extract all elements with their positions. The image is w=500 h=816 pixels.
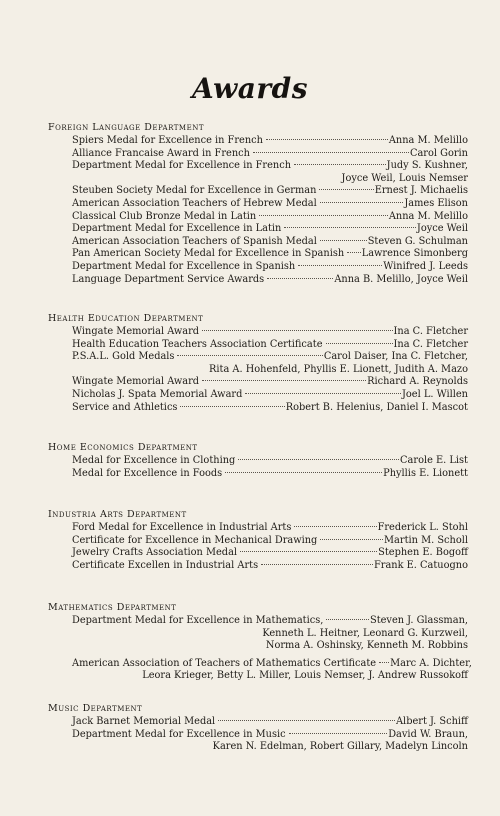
award-row bbox=[48, 455, 468, 468]
award-recipient-continuation: Norma A. Oshinsky, Kenneth M. Robbins bbox=[265, 640, 468, 652]
award-recipient: Carole E. List bbox=[400, 455, 468, 466]
award-name: Certificate for Excellence in Mechanical Drawing bbox=[72, 534, 318, 546]
award-name: Classical Club Bronze Medal in Latin bbox=[72, 210, 257, 222]
section-music bbox=[48, 702, 468, 754]
award-recipient: Joel L. Willen bbox=[401, 388, 468, 400]
award-name: Pan American Society Medal for Excellence in Spanish bbox=[72, 248, 345, 260]
award-name: Certificate Excellen in Industrial Arts bbox=[72, 559, 259, 571]
award-recipient: Anna M. Melillo bbox=[388, 210, 468, 222]
leader-dots bbox=[319, 189, 373, 190]
section-health-education bbox=[48, 312, 468, 414]
award-recipient: Ina C. Fletcher bbox=[393, 326, 468, 337]
section-home-economics bbox=[48, 441, 468, 480]
leader-dots bbox=[202, 380, 366, 381]
award-recipient: Ina C. Fletcher bbox=[393, 338, 468, 350]
leader-dots bbox=[379, 662, 389, 663]
award-name: Service and Athletics bbox=[72, 401, 178, 413]
award-row bbox=[48, 402, 468, 415]
leader-dots bbox=[240, 551, 377, 552]
leader-dots bbox=[245, 393, 401, 394]
leader-dots bbox=[326, 619, 369, 620]
award-row bbox=[48, 211, 468, 224]
award-row bbox=[48, 729, 468, 742]
award-recipient: Richard A. Reynolds bbox=[367, 376, 468, 388]
award-row bbox=[48, 615, 468, 628]
award-row bbox=[48, 376, 468, 389]
award-name: Wingate Memorial Award bbox=[72, 376, 200, 388]
award-row bbox=[48, 248, 468, 261]
page-title: Awards bbox=[192, 72, 308, 105]
award-name: Jewelry Crafts Association Medal bbox=[72, 547, 238, 559]
leader-dots bbox=[294, 164, 386, 165]
award-recipient: Carol Daiser, Ina C. Fletcher, bbox=[323, 351, 468, 363]
award-recipient: Ernest J. Michaelis bbox=[374, 185, 468, 197]
award-name: Department Medal for Excellence in Mathematics, bbox=[72, 615, 324, 626]
award-row bbox=[48, 351, 468, 364]
leader-dots bbox=[253, 152, 409, 153]
award-name: Spiers Medal for Excellence in French bbox=[72, 135, 263, 146]
award-recipient: Steven G. Schulman bbox=[367, 235, 468, 247]
award-name: Department Medal for Excellence in Latin bbox=[72, 223, 282, 235]
leader-dots bbox=[294, 526, 376, 527]
leader-dots bbox=[202, 330, 393, 331]
award-row bbox=[48, 339, 468, 352]
award-name: Ford Medal for Excellence in Industrial Arts bbox=[72, 522, 292, 533]
leader-dots bbox=[238, 459, 399, 460]
section-heading: Mathematics Department bbox=[48, 602, 177, 613]
award-recipient: Albert J. Schiff bbox=[395, 716, 468, 727]
leader-dots bbox=[177, 355, 322, 356]
award-row bbox=[48, 468, 468, 481]
section-heading: Home Economics Department bbox=[48, 442, 198, 453]
award-row bbox=[48, 657, 472, 671]
award-row bbox=[48, 236, 468, 249]
award-recipient: Frederick L. Stohl bbox=[377, 522, 468, 533]
award-recipient: Frank E. Catuogno bbox=[373, 559, 468, 571]
award-recipient: David W. Braun, bbox=[388, 728, 468, 740]
award-name: Jack Barnet Memorial Medal bbox=[72, 716, 216, 727]
award-name: Medal for Excellence in Foods bbox=[72, 467, 223, 479]
leader-dots bbox=[218, 720, 395, 721]
leader-dots bbox=[326, 343, 393, 344]
award-row bbox=[48, 522, 468, 535]
award-name: Health Education Teachers Association Certificate bbox=[72, 338, 323, 350]
award-recipient-continuation: Kenneth L. Heitner, Leonard G. Kurzweil, bbox=[262, 627, 468, 639]
award-recipient: Joyce Weil bbox=[416, 223, 468, 235]
section-heading: Music Department bbox=[48, 703, 143, 714]
award-recipient: Judy S. Kushner, bbox=[386, 160, 468, 172]
award-name: Department Medal for Excellence in Spanish bbox=[72, 260, 296, 272]
award-name: Nicholas J. Spata Memorial Award bbox=[72, 388, 243, 400]
award-recipient-continuation: Karen N. Edelman, Robert Gillary, Madelyn Lincoln bbox=[212, 741, 468, 753]
award-row bbox=[48, 389, 468, 402]
award-row bbox=[48, 274, 468, 287]
award-row bbox=[48, 148, 468, 161]
award-recipient: Anna B. Melillo, Joyce Weil bbox=[334, 273, 468, 285]
leader-dots bbox=[347, 252, 361, 253]
award-name: American Association Teachers of Hebrew Medal bbox=[72, 197, 317, 209]
award-recipient: Robert B. Helenius, Daniel I. Mascot bbox=[285, 401, 468, 413]
award-row bbox=[48, 135, 468, 148]
section-mathematics bbox=[48, 601, 472, 683]
award-name: Language Department Service Awards bbox=[72, 273, 265, 285]
award-name: P.S.A.L. Gold Medals bbox=[72, 351, 175, 363]
award-recipient-continuation: Leora Krieger, Betty L. Miller, Louis Nemser, J. Andrew Russokoff bbox=[142, 670, 468, 682]
award-row bbox=[48, 326, 468, 339]
award-row bbox=[48, 223, 468, 236]
award-recipient: Phyllis E. Lionett bbox=[383, 467, 468, 479]
award-row bbox=[48, 547, 468, 560]
award-recipient: Steven J. Glassman, bbox=[369, 615, 468, 626]
award-name: American Association Teachers of Spanish Medal bbox=[72, 235, 317, 247]
award-name: Steuben Society Medal for Excellence in German bbox=[72, 185, 317, 197]
section-heading: Foreign Language Department bbox=[48, 122, 204, 133]
award-name: Alliance Francaise Award in French bbox=[72, 147, 250, 159]
award-name: Medal for Excellence in Clothing bbox=[72, 455, 236, 466]
award-recipient: James Elison bbox=[404, 197, 468, 209]
award-recipient: Carol Gorin bbox=[409, 147, 468, 159]
leader-dots bbox=[267, 278, 333, 279]
award-recipient: Marc A. Dichter, bbox=[390, 657, 472, 669]
award-recipient-continuation: Joyce Weil, Louis Nemser bbox=[341, 172, 468, 184]
award-name: Wingate Memorial Award bbox=[72, 326, 200, 337]
leader-dots bbox=[261, 564, 373, 565]
award-recipient: Martin M. Scholl bbox=[384, 534, 468, 546]
leader-dots bbox=[320, 240, 367, 241]
award-row bbox=[48, 160, 468, 173]
award-recipient: Lawrence Simonberg bbox=[361, 248, 468, 260]
leader-dots bbox=[320, 539, 383, 540]
award-row bbox=[48, 261, 468, 274]
award-recipient-continuation: Rita A. Hohenfeld, Phyllis E. Lionett, Judith A. Mazo bbox=[209, 363, 468, 375]
award-recipient: Anna M. Melillo bbox=[388, 135, 468, 146]
award-recipient: Winifred J. Leeds bbox=[383, 260, 468, 272]
leader-dots bbox=[180, 406, 284, 407]
award-name: Department Medal for Excellence in Music bbox=[72, 728, 286, 740]
award-name: Department Medal for Excellence in French bbox=[72, 160, 292, 172]
award-row bbox=[48, 198, 468, 211]
leader-dots bbox=[298, 265, 382, 266]
leader-dots bbox=[266, 139, 388, 140]
award-name: American Association of Teachers of Mathematics Certificate bbox=[72, 657, 377, 669]
leader-dots bbox=[284, 227, 416, 228]
award-row bbox=[48, 560, 468, 573]
award-row bbox=[48, 716, 468, 729]
leader-dots bbox=[259, 215, 388, 216]
leader-dots bbox=[225, 472, 382, 473]
leader-dots bbox=[289, 733, 388, 734]
section-foreign-language bbox=[48, 121, 468, 286]
section-heading: Industria Arts Department bbox=[48, 509, 187, 520]
award-row bbox=[48, 185, 468, 198]
section-heading: Health Education Department bbox=[48, 313, 204, 324]
section-industrial-arts bbox=[48, 508, 468, 572]
award-row bbox=[48, 535, 468, 548]
leader-dots bbox=[320, 202, 404, 203]
award-recipient: Stephen E. Bogoff bbox=[378, 547, 468, 559]
